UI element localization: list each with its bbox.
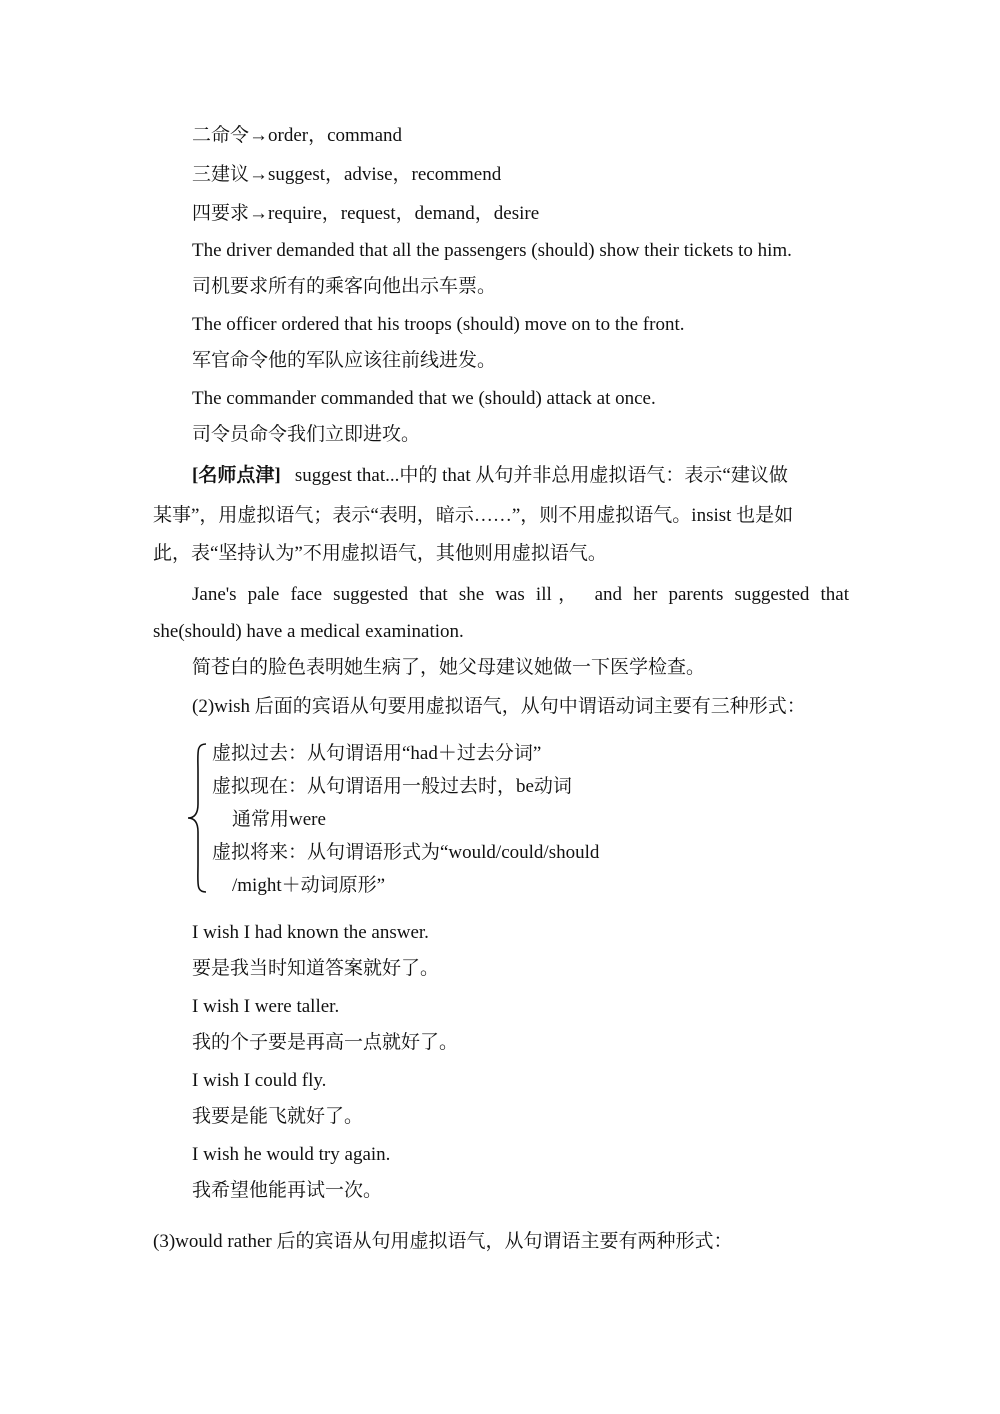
example-en: The officer ordered that his troops (should) move on to the front. xyxy=(192,314,685,335)
jane-example-zh: 简苍白的脸色表明她生病了，她父母建议她做一下医学检查。 xyxy=(192,657,706,678)
verb-group-require: 四要求→require，request，demand，desire xyxy=(192,203,540,224)
example-zh: 司机要求所有的乘客向他出示车票。 xyxy=(192,276,497,297)
example-en: I wish I could fly. xyxy=(192,1070,327,1091)
tip-label: [名师点津] xyxy=(192,465,281,486)
example-en: I wish I were taller. xyxy=(192,996,340,1017)
wish-form-past: 虚拟过去：从句谓语用“had＋过去分词” xyxy=(212,743,542,764)
example-zh: 军官命令他的军队应该往前线进发。 xyxy=(192,350,497,371)
example-en: The driver demanded that all the passengers (should) show their tickets to him. xyxy=(192,240,792,261)
tip-line3: 此，表“坚持认为”不用虚拟语气，其他则用虚拟语气。 xyxy=(153,543,607,564)
example-zh: 要是我当时知道答案就好了。 xyxy=(192,958,440,979)
wish-form-future-line2: /might＋动词原形” xyxy=(232,875,386,896)
verb-group-suggest: 三建议→suggest，advise，recommend xyxy=(192,164,502,185)
would-rather-heading: (3)would rather 后的宾语从句用虚拟语气，从句谓语主要有两种形式： xyxy=(153,1231,733,1252)
left-brace-icon xyxy=(186,742,210,894)
jane-example-en-line1: Jane's pale face suggested that she was ill， and her parents suggested that xyxy=(192,584,849,605)
example-en: The commander commanded that we (should) attack at once. xyxy=(192,388,656,409)
wish-form-present-line2: 通常用were xyxy=(232,809,326,830)
wish-form-future-line1: 虚拟将来：从句谓语形式为“would/could/should xyxy=(212,842,600,863)
example-zh: 我希望他能再试一次。 xyxy=(192,1180,383,1201)
verb-group-order: 二命令→order，command xyxy=(192,125,403,146)
example-en: I wish I had known the answer. xyxy=(192,922,429,943)
example-zh: 我的个子要是再高一点就好了。 xyxy=(192,1032,459,1053)
tip-paragraph-line1 xyxy=(192,464,849,488)
example-zh: 我要是能飞就好了。 xyxy=(192,1106,364,1127)
example-zh: 司令员命令我们立即进攻。 xyxy=(192,424,421,445)
tip-line2: 某事”，用虚拟语气；表示“表明，暗示……”，则不用虚拟语气。insist 也是如 xyxy=(153,505,794,526)
tip-line1: suggest that...中的 that 从句并非总用虚拟语气：表示“建议做 xyxy=(294,465,788,486)
example-en: I wish he would try again. xyxy=(192,1144,391,1165)
jane-example-en-line2: she(should) have a medical examination. xyxy=(153,621,464,642)
wish-heading: (2)wish 后面的宾语从句要用虚拟语气，从句中谓语动词主要有三种形式： xyxy=(192,696,806,717)
wish-form-present-line1: 虚拟现在：从句谓语用一般过去时，be动词 xyxy=(212,776,572,797)
